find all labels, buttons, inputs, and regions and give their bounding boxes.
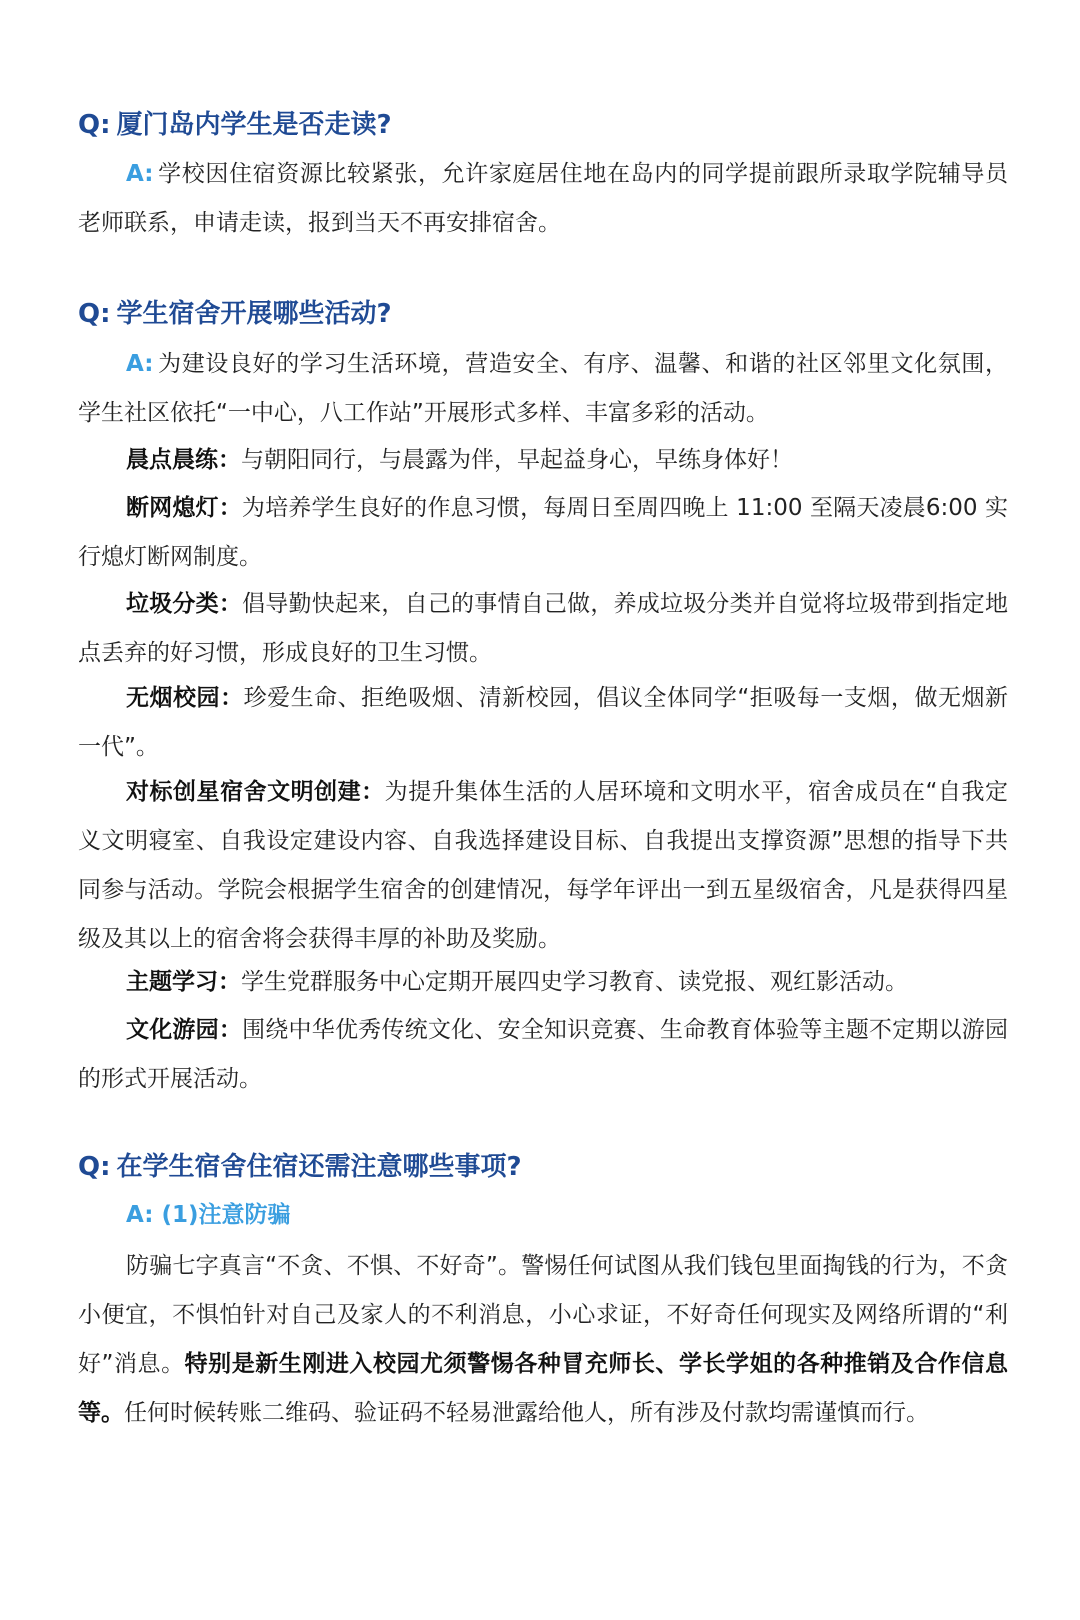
answer-paragraph-3 bbox=[78, 1242, 1008, 1438]
answer-subtitle-3 bbox=[126, 1198, 1006, 1232]
anti-fraud-text-end: 任何时候转账二维码、验证码不轻易泄露给他人，所有涉及付款均需谨慎而行。 bbox=[124, 1400, 929, 1426]
activity-term: 对标创星宿舍文明创建： bbox=[126, 779, 385, 805]
activity-term: 垃圾分类： bbox=[126, 591, 243, 617]
activity-text: 为提升集体生活的人居环境和文明水平，宿舍成员在“自我定义文明寝室、自我设定建设内容、自我选择建设目标、自我提出支撑资源”思想的指导下共同参与活动。学院会根据学生宿舍的创建情况，每学年评出一到五星级宿舍，凡是获得四星级及其以上的宿舍将会获得丰厚的补助及奖励。 bbox=[78, 779, 1008, 952]
question-text-1: 厦门岛内学生是否走读? bbox=[116, 110, 392, 140]
activity-item bbox=[78, 768, 1008, 964]
activity-term: 无烟校园： bbox=[126, 685, 244, 711]
activity-term: 文化游园： bbox=[126, 1017, 243, 1043]
answer-label-1: A: bbox=[126, 161, 154, 187]
activity-item bbox=[78, 958, 1008, 1007]
activity-text: 围绕中华优秀传统文化、安全知识竞赛、生命教育体验等主题不定期以游园的形式开展活动。 bbox=[78, 1017, 1009, 1092]
question-mark-2: Q: bbox=[78, 299, 111, 329]
anti-fraud-warning: 特别是新生刚进入校园尤须警惕各种冒充师长、学长学姐的各种推销及合作信息等。 bbox=[78, 1351, 1009, 1426]
activity-text: 与朝阳同行，与晨露为伴，早起益身心，早练身体好！ bbox=[241, 447, 793, 473]
answer-intro-2: 为建设良好的学习生活环境，营造安全、有序、温馨、和谐的社区邻里文化氛围，学生社区依托“一中心，八工作站”开展形式多样、丰富多彩的活动。 bbox=[78, 351, 1008, 426]
activity-text: 倡导勤快起来，自己的事情自己做，养成垃圾分类并自觉将垃圾带到指定地点丢弃的好习惯，形成良好的卫生习惯。 bbox=[78, 591, 1009, 666]
answer-label-3: A: bbox=[126, 1202, 154, 1228]
activity-item bbox=[78, 674, 1008, 772]
question-text-3: 在学生宿舍住宿还需注意哪些事项? bbox=[116, 1152, 522, 1182]
activity-term: 主题学习： bbox=[126, 969, 241, 995]
question-heading-2 bbox=[78, 297, 1008, 331]
activity-item bbox=[78, 436, 1008, 485]
activity-item bbox=[78, 580, 1008, 678]
answer-paragraph-1 bbox=[78, 150, 1008, 248]
question-mark-1: Q: bbox=[78, 110, 111, 140]
question-heading-1 bbox=[78, 108, 1008, 142]
question-mark-3: Q: bbox=[78, 1152, 111, 1182]
answer-text-1: 学校因住宿资源比较紧张，允许家庭居住地在岛内的同学提前跟所录取学院辅导员老师联系，申请走读，报到当天不再安排宿舍。 bbox=[78, 161, 1008, 236]
activity-item bbox=[78, 484, 1008, 582]
activity-text: 为培养学生良好的作息习惯，每周日至周四晚上 11:00 至隔天凌晨6:00 实行熄灯断网制度。 bbox=[78, 495, 1008, 570]
question-heading-3 bbox=[78, 1150, 1008, 1184]
question-text-2: 学生宿舍开展哪些活动? bbox=[116, 299, 392, 329]
activity-term: 晨点晨练： bbox=[126, 447, 241, 473]
activity-term: 断网熄灯： bbox=[126, 495, 242, 521]
subtitle-text-3: (1)注意防骗 bbox=[161, 1202, 291, 1228]
activity-item bbox=[78, 1006, 1008, 1104]
activity-text: 珍爱生命、拒绝吸烟、清新校园，倡议全体同学“拒吸每一支烟，做无烟新一代”。 bbox=[78, 685, 1008, 760]
answer-paragraph-2 bbox=[78, 340, 1008, 438]
activity-text: 学生党群服务中心定期开展四史学习教育、读党报、观红影活动。 bbox=[241, 969, 908, 995]
answer-label-2: A: bbox=[126, 351, 154, 377]
anti-fraud-text: 防骗七字真言“不贪、不惧、不好奇”。警惕任何试图从我们钱包里面掏钱的行为，不贪小便宜，不惧怕针对自己及家人的不利消息，小心求证，不好奇任何现实及网络所谓的“利好”消息。 bbox=[78, 1253, 1008, 1377]
